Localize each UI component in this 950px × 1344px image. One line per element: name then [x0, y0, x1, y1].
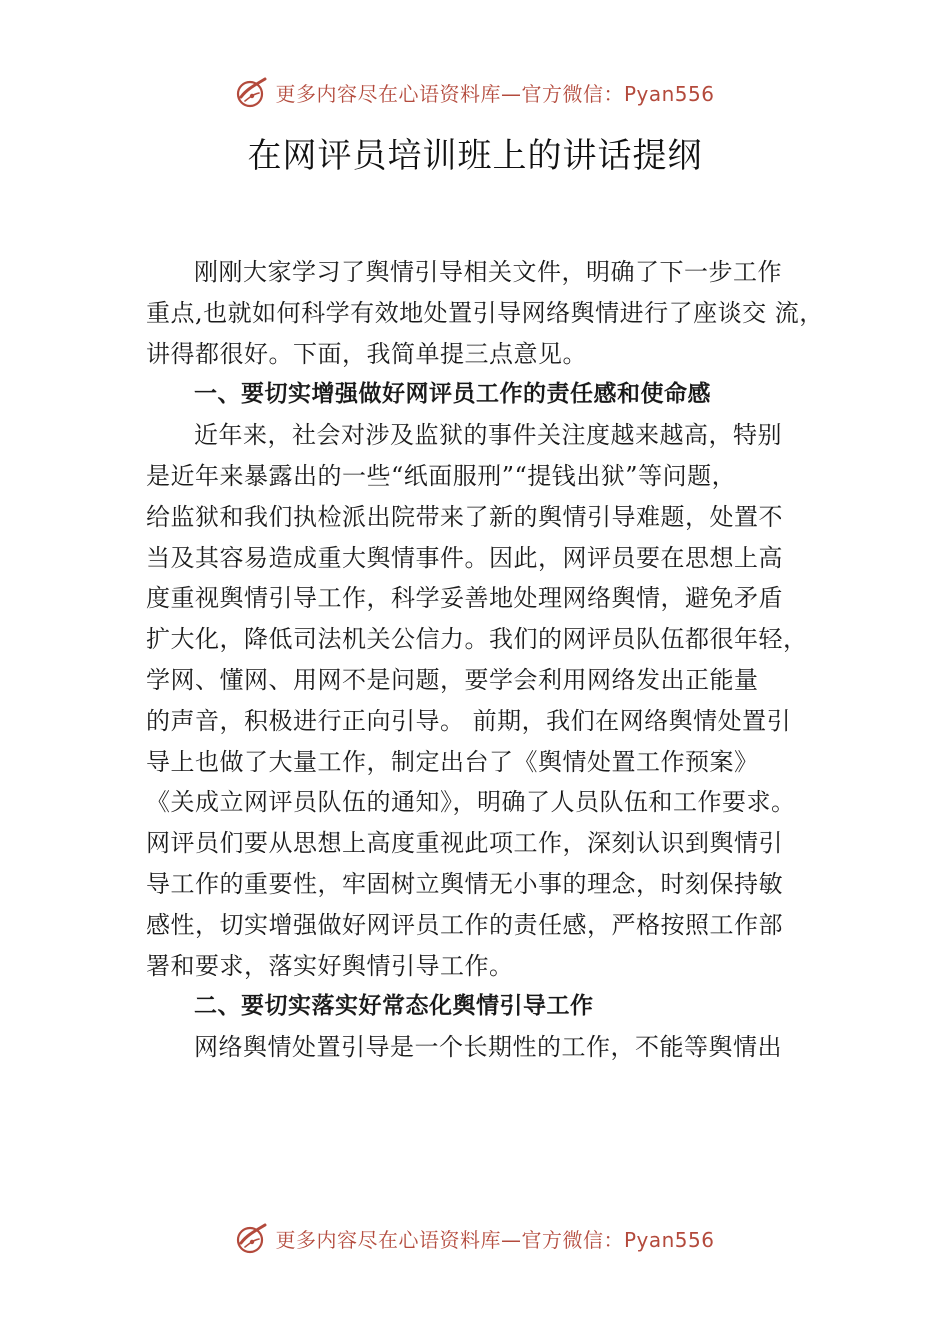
- paragraph-line: 网评员们要从思想上高度重视此项工作，深刻认识到舆情引: [146, 829, 783, 858]
- watermark-text: 更多内容尽在心语资料库—官方微信：Pyan556: [275, 81, 715, 106]
- paragraph-line: 是近年来暴露出的一些“纸面服刑”“提钱出狱”等问题，: [146, 461, 737, 490]
- paragraph-line: 重点,也就如何科学有效地处置引导网络舆情进行了座谈交 流，: [146, 298, 824, 327]
- paragraph-line: 当及其容易造成重大舆情事件。因此，网评员要在思想上高: [146, 543, 783, 572]
- paragraph-line: 导工作的重要性，牢固树立舆情无小事的理念，时刻保持敏: [146, 869, 783, 898]
- paragraph-line: 讲得都很好。下面，我简单提三点意见。: [146, 339, 587, 368]
- paragraph-line: 扩大化，降低司法机关公信力。我们的网评员队伍都很年轻，: [146, 625, 808, 654]
- paragraph-line: 《关成立网评员队伍的通知》，明确了人员队伍和工作要求。: [146, 788, 796, 817]
- paragraph-line: 刚刚大家学习了舆情引导相关文件，明确了下一步工作: [194, 258, 782, 286]
- pen-brush-logo-icon: [235, 1221, 269, 1255]
- paragraph-line: 的声音，积极进行正向引导。 前期，我们在网络舆情处置引: [146, 706, 792, 735]
- watermark-text: 更多内容尽在心语资料库—官方微信：Pyan556: [275, 1227, 715, 1252]
- paragraph-line: 导上也做了大量工作，制定出台了《舆情处置工作预案》: [146, 747, 759, 776]
- paragraph-line: 给监狱和我们执检派出院带来了新的舆情引导难题，处置不: [146, 502, 783, 531]
- paragraph-line: 署和要求，落实好舆情引导工作。: [146, 951, 514, 980]
- paragraph-line: 网络舆情处置引导是一个长期性的工作，不能等舆情出: [194, 1033, 782, 1062]
- section-heading: 二、要切实落实好常态化舆情引导工作: [194, 993, 594, 1020]
- paragraph-line: 学网、懂网、用网不是问题，要学会利用网络发出正能量: [146, 665, 759, 694]
- paragraph-line: 感性，切实增强做好网评员工作的责任感，严格按照工作部: [146, 910, 783, 939]
- paragraph-line: 度重视舆情引导工作，科学妥善地处理网络舆情，避免矛盾: [146, 584, 783, 613]
- header-watermark: [0, 72, 950, 112]
- paragraph-line: 近年来，社会对涉及监狱的事件关注度越来越高，特别: [194, 421, 782, 450]
- footer-watermark: [0, 1218, 950, 1258]
- pen-brush-logo-icon: [235, 75, 269, 109]
- page-title: 在网评员培训班上的讲话提纲: [247, 136, 703, 176]
- document-body: [146, 252, 826, 1068]
- section-heading: 一、要切实增强做好网评员工作的责任感和使命感: [194, 381, 711, 408]
